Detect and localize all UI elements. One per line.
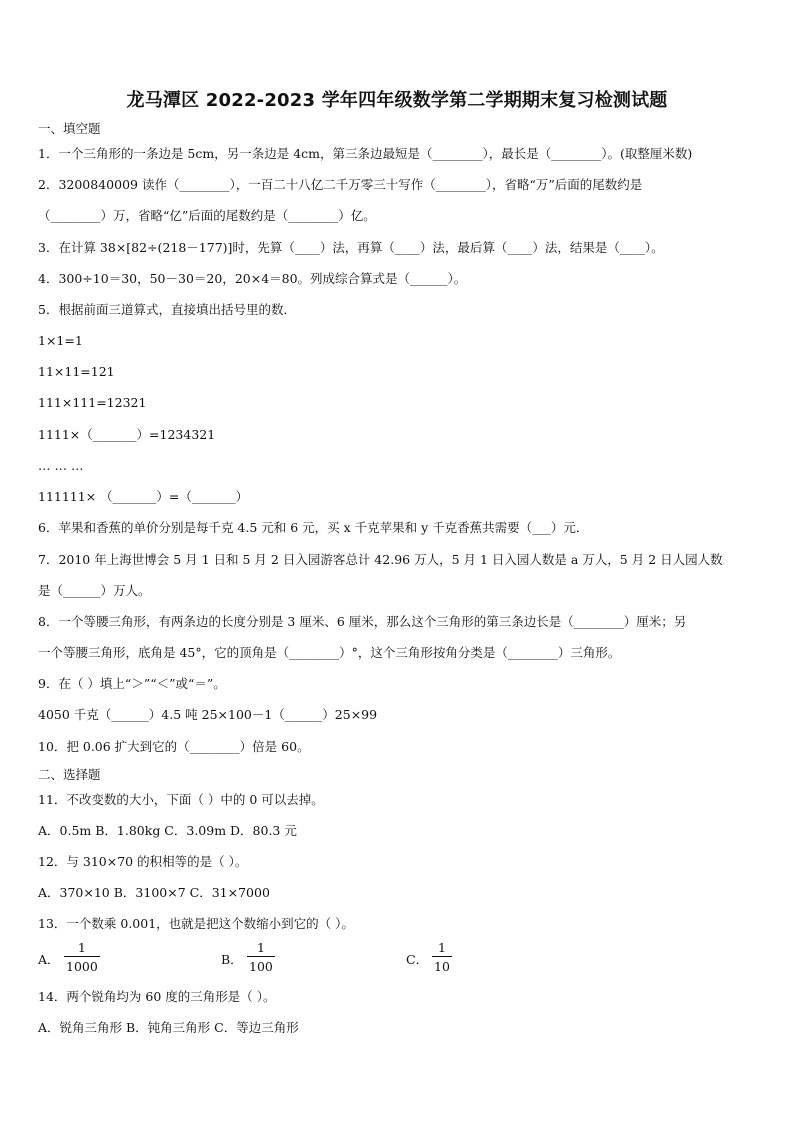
fraction-numerator: 1 (77, 940, 86, 955)
fraction-bar (247, 956, 275, 957)
fraction-bar (432, 956, 452, 957)
equation-line: 1×1=1 (38, 333, 83, 348)
section-heading-fill-blank: 一、填空题 (38, 121, 101, 136)
question-13: 13．一个数乘 0.001，也就是把这个数缩小到它的（ ）。 (38, 916, 354, 931)
equation-line: 111×111=12321 (38, 395, 147, 410)
question-8-cont: 一个等腰三角形，底角是 45°，它的顶角是（________）°，这个三角形按角分类是（________）三角形。 (38, 645, 621, 660)
question-12-options: A．370×10 B．3100×7 C．31×7000 (38, 885, 270, 900)
fraction-denominator: 1000 (66, 959, 98, 974)
question-10: 10．把 0.06 扩大到它的（________）倍是 60。 (38, 739, 310, 754)
equation-line: 111111× （_______）=（_______） (38, 489, 249, 504)
q13-option-a-label: A． (38, 952, 60, 967)
q13-option-a-fraction (64, 940, 100, 974)
equation-line: 1111×（_______）=1234321 (38, 427, 216, 442)
ellipsis-line: … … … (38, 458, 84, 473)
fraction-numerator: 1 (437, 940, 446, 955)
question-11-options: A．0.5m B．1.80kg C．3.09m D．80.3 元 (38, 823, 297, 838)
question-11: 11．不改变数的大小，下面（ ）中的 0 可以去掉。 (38, 792, 324, 807)
fraction-numerator: 1 (256, 940, 265, 955)
question-2-cont: （________）万，省略“亿”后面的尾数约是（________）亿。 (38, 208, 376, 223)
page-title: 龙马潭区 2022-2023 学年四年级数学第二学期期末复习检测试题 (126, 90, 668, 111)
fraction-bar (64, 956, 100, 957)
question-12: 12．与 310×70 的积相等的是（ ）。 (38, 854, 248, 869)
question-7-cont: 是（______）万人。 (38, 583, 151, 598)
question-1: 1．一个三角形的一条边是 5cm，另一条边是 4cm，第三条边最短是（________），最长是（________）。(取整厘米数) (38, 146, 693, 161)
question-14: 14．两个锐角均为 60 度的三角形是（ ）。 (38, 989, 276, 1004)
fraction-denominator: 10 (434, 959, 450, 974)
question-8: 8．一个等腰三角形，有两条边的长度分别是 3 厘米、6 厘米，那么这个三角形的第三条边长是（________）厘米；另 (38, 614, 687, 629)
question-3: 3．在计算 38×[82÷(218－177)]时，先算（____）法，再算（____）法，最后算（____）法，结果是（____）。 (38, 240, 664, 255)
section-heading-choice: 二、选择题 (38, 767, 101, 782)
question-2: 2．3200840009 读作（________），一百二十八亿二千万零三十写作（________），省略“万”后面的尾数约是 (38, 177, 643, 192)
question-9-items: 4050 千克（______）4.5 吨 25×100－1（______）25×99 (38, 707, 378, 722)
question-6: 6．苹果和香蕉的单价分别是每千克 4.5 元和 6 元，买 x 千克苹果和 y 千克香蕉共需要（___）元． (38, 520, 589, 535)
question-5: 5．根据前面三道算式，直接填出括号里的数． (38, 302, 296, 317)
question-14-options: A．锐角三角形 B．钝角三角形 C．等边三角形 (38, 1020, 299, 1035)
question-9: 9．在（ ）填上“＞”“＜”或“＝”。 (38, 676, 226, 691)
fraction-denominator: 100 (249, 959, 273, 974)
q13-option-c-fraction (432, 940, 452, 974)
q13-option-b-label: B． (221, 952, 243, 967)
equation-line: 11×11=121 (38, 364, 115, 379)
q13-option-b-fraction (247, 940, 275, 974)
q13-option-c-label: C． (406, 952, 429, 967)
question-4: 4．300÷10＝30，50－30＝20，20×4＝80。列成综合算式是（______）。 (38, 271, 467, 286)
question-7: 7．2010 年上海世博会 5 月 1 日和 5 月 2 日入园游客总计 42.96 万人，5 月 1 日入园人数是 a 万人，5 月 2 日人园人数 (38, 552, 723, 567)
